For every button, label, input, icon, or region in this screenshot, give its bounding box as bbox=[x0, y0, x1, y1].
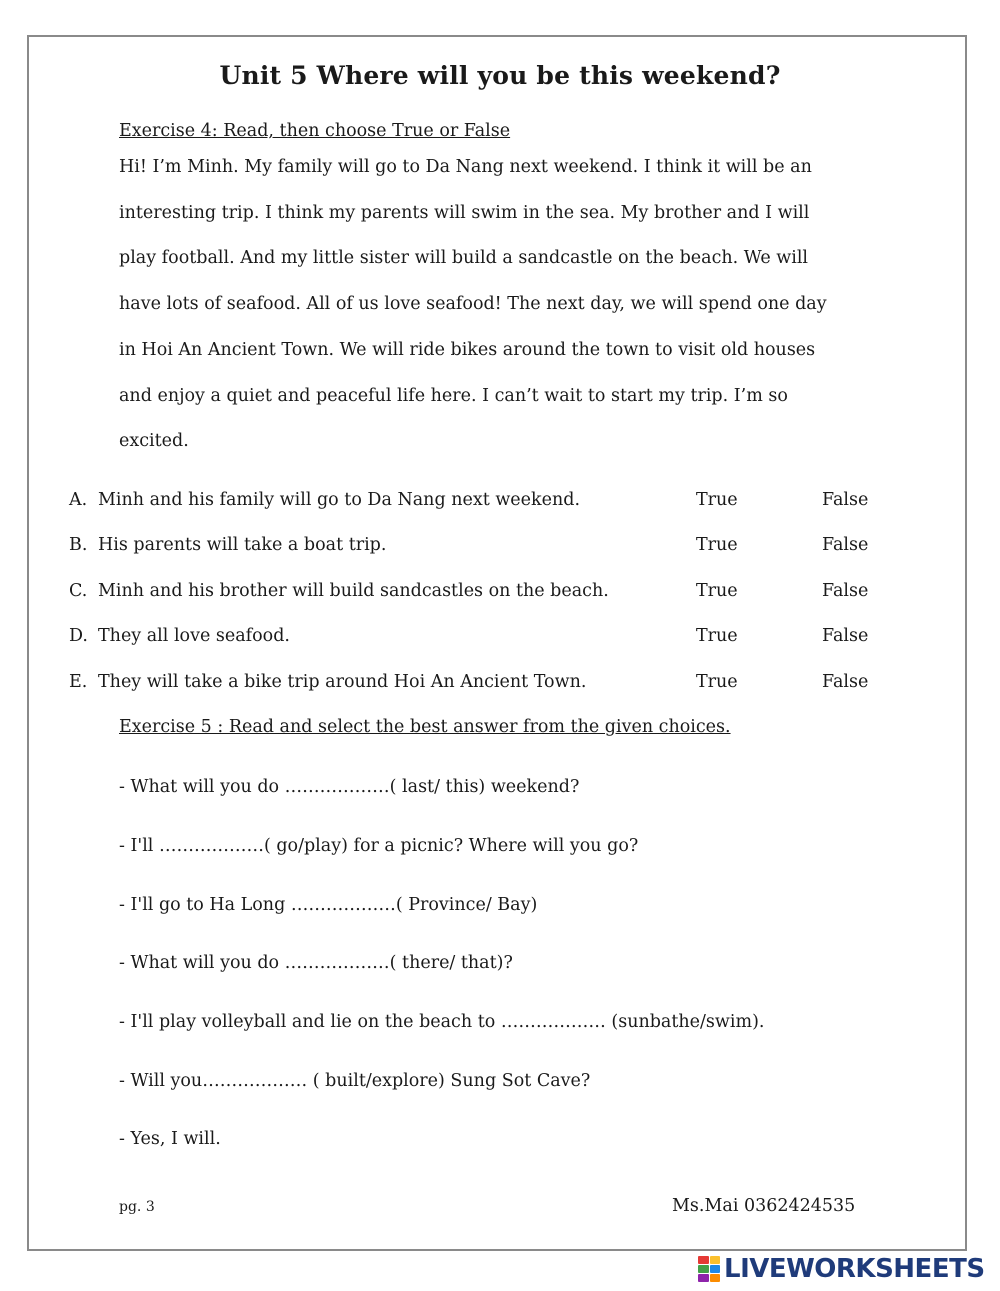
liveworksheets-brand[interactable] bbox=[698, 1254, 985, 1284]
fill-in-line[interactable]: - What will you do ………………( last/ this) weekend? bbox=[119, 777, 580, 797]
exercise5-heading: Exercise 5 : Read and select the best answer from the given choices. bbox=[119, 717, 731, 737]
question-text: Minh and his family will go to Da Nang next weekend. bbox=[98, 490, 581, 510]
false-option[interactable]: False bbox=[822, 581, 869, 601]
fill-in-line: - Yes, I will. bbox=[119, 1129, 221, 1149]
paragraph-line: play football. And my little sister will build a sandcastle on the beach. We will bbox=[119, 248, 809, 268]
page-title: Unit 5 Where will you be this weekend? bbox=[219, 61, 781, 90]
fill-in-line[interactable]: - I'll ………………( go/play) for a picnic? Where will you go? bbox=[119, 836, 639, 856]
true-option[interactable]: True bbox=[696, 626, 738, 646]
true-option[interactable]: True bbox=[696, 581, 738, 601]
paragraph-line: have lots of seafood. All of us love seafood! The next day, we will spend one day bbox=[119, 294, 827, 314]
false-option[interactable]: False bbox=[822, 626, 869, 646]
false-option[interactable]: False bbox=[822, 490, 869, 510]
fill-in-line[interactable]: - Will you……………… ( built/explore) Sung Sot Cave? bbox=[119, 1071, 591, 1091]
brand-name: LIVEWORKSHEETS bbox=[724, 1254, 985, 1284]
paragraph-line: in Hoi An Ancient Town. We will ride bikes around the town to visit old houses bbox=[119, 340, 816, 360]
question-letter: A. bbox=[69, 490, 88, 510]
question-text: His parents will take a boat trip. bbox=[98, 535, 387, 555]
liveworksheets-logo-icon bbox=[698, 1256, 720, 1282]
paragraph-line: Hi! I’m Minh. My family will go to Da Nang next weekend. I think it will be an bbox=[119, 157, 812, 177]
false-option[interactable]: False bbox=[822, 672, 869, 692]
fill-in-line[interactable]: - What will you do ………………( there/ that)? bbox=[119, 953, 513, 973]
paragraph-line: interesting trip. I think my parents will swim in the sea. My brother and I will bbox=[119, 203, 810, 223]
question-text: They all love seafood. bbox=[98, 626, 290, 646]
true-option[interactable]: True bbox=[696, 535, 738, 555]
author-contact: Ms.Mai 0362424535 bbox=[672, 1196, 856, 1216]
question-text: They will take a bike trip around Hoi An Ancient Town. bbox=[98, 672, 587, 692]
paragraph-line: excited. bbox=[119, 431, 189, 451]
question-text: Minh and his brother will build sandcastles on the beach. bbox=[98, 581, 609, 601]
false-option[interactable]: False bbox=[822, 535, 869, 555]
true-option[interactable]: True bbox=[696, 672, 738, 692]
fill-in-line[interactable]: - I'll play volleyball and lie on the beach to ……………… (sunbathe/swim). bbox=[119, 1012, 765, 1032]
page-number: pg. 3 bbox=[119, 1199, 155, 1215]
question-letter: E. bbox=[69, 672, 88, 692]
exercise4-heading: Exercise 4: Read, then choose True or False bbox=[119, 121, 511, 141]
true-option[interactable]: True bbox=[696, 490, 738, 510]
fill-in-line[interactable]: - I'll go to Ha Long ………………( Province/ Bay) bbox=[119, 895, 538, 915]
question-letter: D. bbox=[69, 626, 88, 646]
question-letter: C. bbox=[69, 581, 88, 601]
question-letter: B. bbox=[69, 535, 88, 555]
paragraph-line: and enjoy a quiet and peaceful life here. I can’t wait to start my trip. I’m so bbox=[119, 386, 788, 406]
